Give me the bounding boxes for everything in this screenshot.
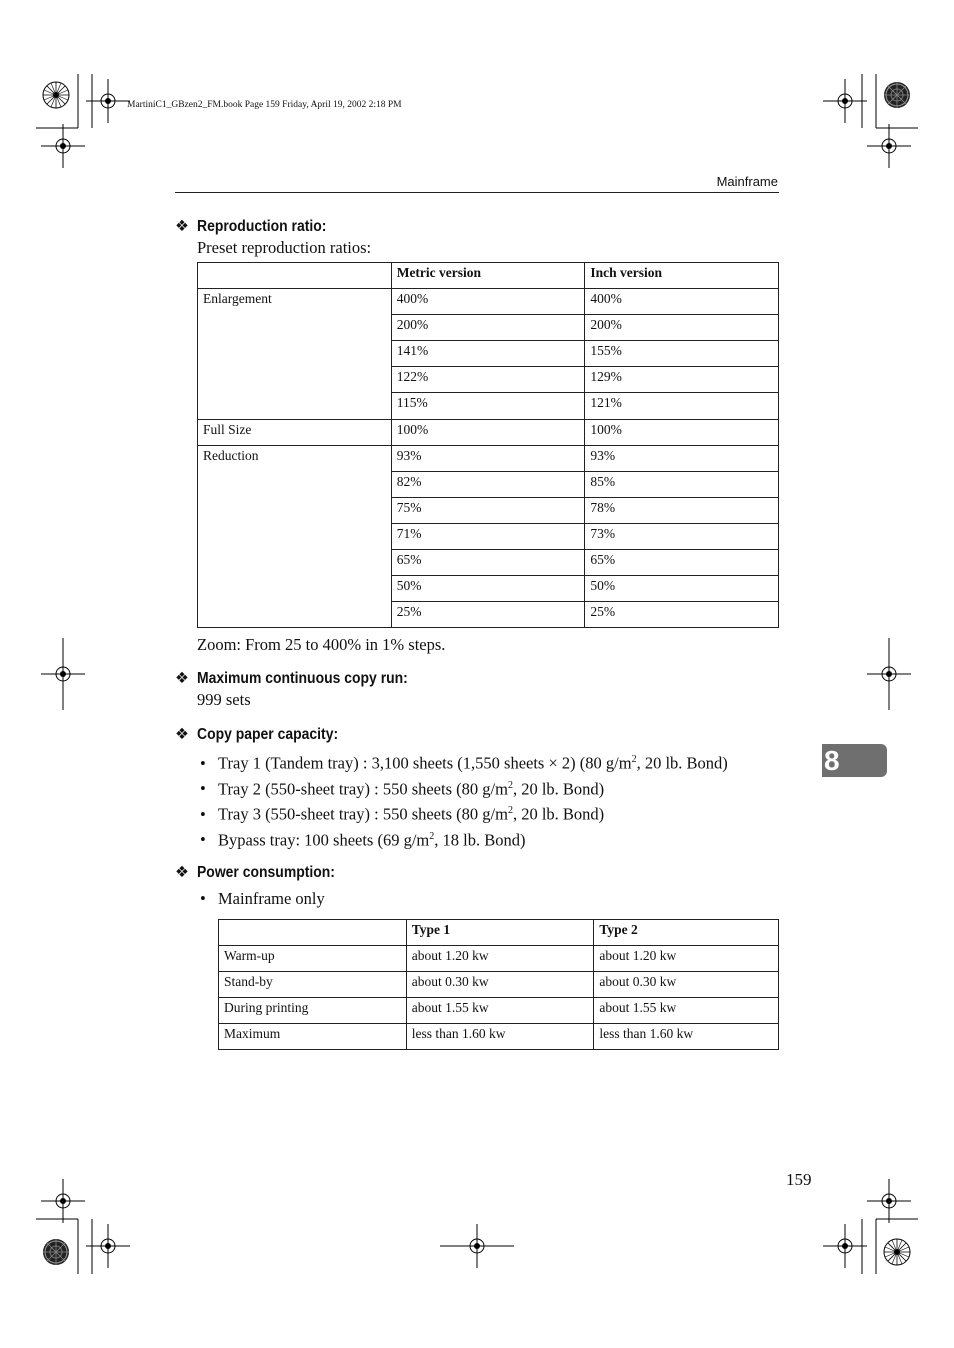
table-cell: 400% <box>391 289 585 315</box>
reproduction-ratio-table <box>197 262 779 628</box>
table-header-cell: Metric version <box>391 263 585 289</box>
table-cell: less than 1.60 kw <box>594 1024 779 1050</box>
table-cell: 65% <box>391 550 585 576</box>
table-cell: 121% <box>585 393 779 419</box>
table-cell: 115% <box>391 393 585 419</box>
table-cell: 25% <box>585 602 779 628</box>
diamond-bullet-icon: ❖ <box>175 670 189 687</box>
header-rule <box>175 192 779 193</box>
table-header-cell <box>219 920 407 946</box>
table-cell: Stand-by <box>219 972 407 998</box>
diamond-bullet-icon: ❖ <box>175 726 189 743</box>
file-info-slug: MartiniC1_GBzen2_FM.book Page 159 Friday, April 19, 2002 2:18 PM <box>127 100 402 110</box>
table-cell: 71% <box>391 523 585 549</box>
table-cell: about 1.20 kw <box>406 946 594 972</box>
table-header-cell: Inch version <box>585 263 779 289</box>
table-cell: 50% <box>391 576 585 602</box>
table-header-row <box>198 263 779 289</box>
table-row <box>219 1024 779 1050</box>
power-consumption-table <box>218 919 779 1050</box>
table-cell: 78% <box>585 497 779 523</box>
list-item: • Mainframe only <box>200 886 325 912</box>
row-group-label: Full Size <box>198 419 392 445</box>
list-item: • Tray 3 (550-sheet tray) : 550 sheets (80 $g/m^2$, 20 lb. Bond) <box>200 798 728 824</box>
table-cell: 93% <box>585 445 779 471</box>
list-item: • Bypass tray: 100 sheets (69 $g/m^2$, 18 lb. Bond) <box>200 824 728 850</box>
zoom-note: Zoom: From 25 to 400% in 1% steps. <box>197 635 446 654</box>
table-cell: about 0.30 kw <box>594 972 779 998</box>
table-header-cell: Type 1 <box>406 920 594 946</box>
diamond-bullet-icon: ❖ <box>175 218 189 235</box>
table-cell: 82% <box>391 471 585 497</box>
table-cell: 100% <box>391 419 585 445</box>
reproduction-intro: Preset reproduction ratios: <box>197 238 372 257</box>
section-heading-power: ❖ Power consumption: <box>175 864 335 881</box>
table-cell: 65% <box>585 550 779 576</box>
table-cell: 93% <box>391 445 585 471</box>
table-cell: 73% <box>585 523 779 549</box>
table-header-cell <box>198 263 392 289</box>
table-cell: about 0.30 kw <box>406 972 594 998</box>
max-run-value: 999 sets <box>197 690 251 709</box>
table-row <box>198 289 779 315</box>
table-cell: 200% <box>585 315 779 341</box>
table-cell: Maximum <box>219 1024 407 1050</box>
row-group-label: Enlargement <box>198 289 392 419</box>
table-row <box>198 445 779 471</box>
table-cell: about 1.20 kw <box>594 946 779 972</box>
table-row <box>219 972 779 998</box>
table-row <box>198 419 779 445</box>
table-cell: 200% <box>391 315 585 341</box>
power-list <box>200 886 325 912</box>
table-cell: 141% <box>391 341 585 367</box>
table-cell: 85% <box>585 471 779 497</box>
list-item: • Tray 1 (Tandem tray) : 3,100 sheets (1,550 sheets × 2) (80 $g/m^2$, 20 lb. Bond) <box>200 747 728 773</box>
page-number: 159 <box>786 1170 812 1189</box>
table-cell: Warm-up <box>219 946 407 972</box>
table-cell: 50% <box>585 576 779 602</box>
table-cell: 129% <box>585 367 779 393</box>
table-cell: 75% <box>391 497 585 523</box>
section-heading-paper-capacity: ❖ Copy paper capacity: <box>175 726 339 743</box>
table-cell: 100% <box>585 419 779 445</box>
table-cell: 400% <box>585 289 779 315</box>
table-cell: 122% <box>391 367 585 393</box>
table-cell: less than 1.60 kw <box>406 1024 594 1050</box>
section-heading-reproduction: ❖ Reproduction ratio: <box>175 218 327 235</box>
running-head: Mainframe <box>716 174 778 189</box>
paper-capacity-list <box>200 747 728 849</box>
diamond-bullet-icon: ❖ <box>175 864 189 881</box>
list-item: • Tray 2 (550-sheet tray) : 550 sheets (80 $g/m^2$, 20 lb. Bond) <box>200 773 728 799</box>
table-header-row <box>219 920 779 946</box>
section-heading-max-run: ❖ Maximum continuous copy run: <box>175 670 408 687</box>
table-header-cell: Type 2 <box>594 920 779 946</box>
chapter-tab: 8 <box>822 744 887 777</box>
table-cell: about 1.55 kw <box>406 998 594 1024</box>
table-cell: During printing <box>219 998 407 1024</box>
row-group-label: Reduction <box>198 445 392 628</box>
table-cell: 155% <box>585 341 779 367</box>
table-row <box>219 946 779 972</box>
table-cell: about 1.55 kw <box>594 998 779 1024</box>
table-row <box>219 998 779 1024</box>
table-cell: 25% <box>391 602 585 628</box>
